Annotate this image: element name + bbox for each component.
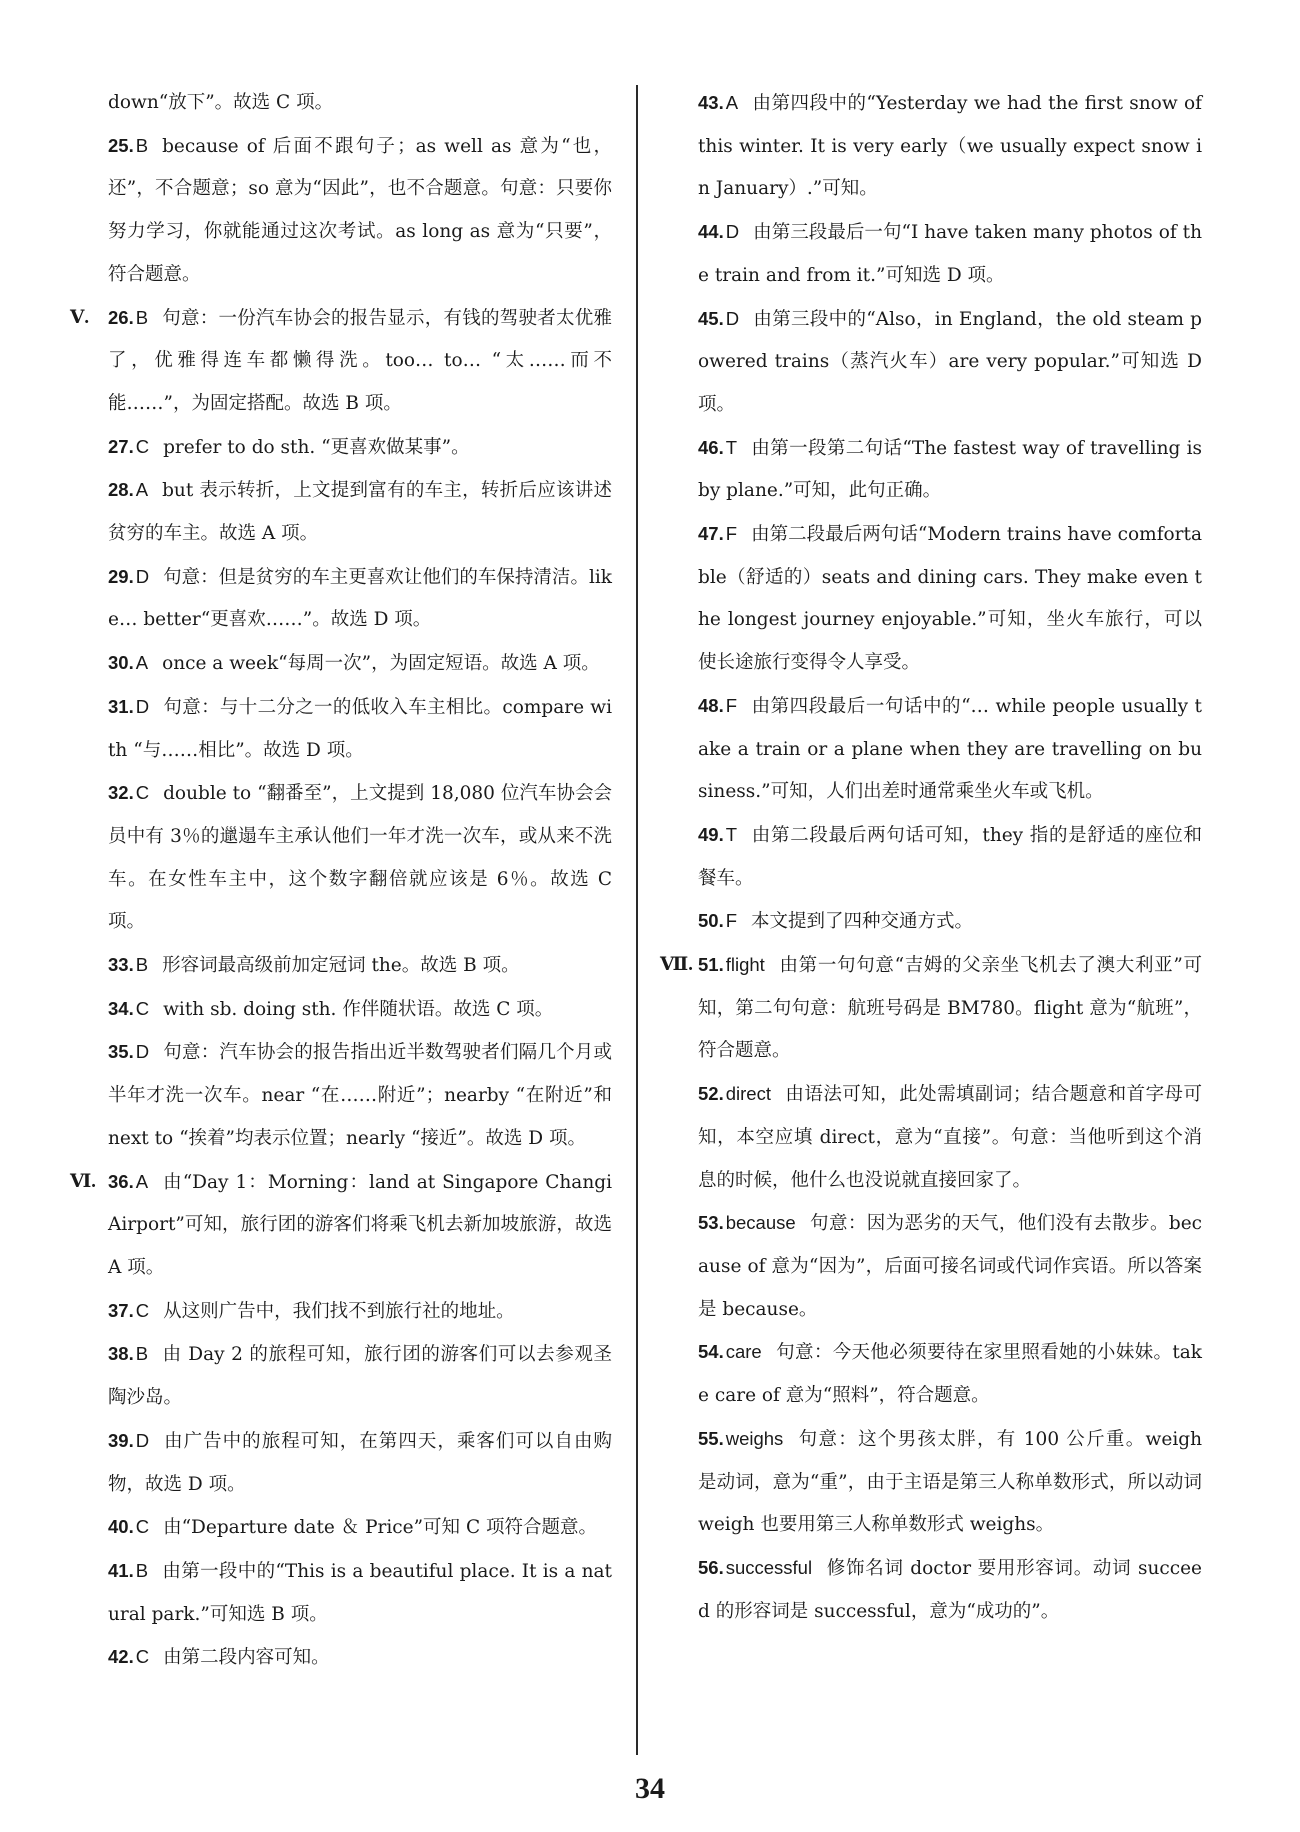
answer-choice: C: [135, 435, 150, 457]
answer-entry: [662, 1202, 1202, 1331]
question-number: 32.: [108, 782, 134, 804]
answer-entry: [662, 427, 1202, 513]
answer-entry: [72, 297, 612, 426]
answer-choice: D: [725, 307, 740, 329]
answer-choice: D: [135, 565, 150, 587]
answer-choice: F: [725, 694, 738, 716]
answer-choice: F: [725, 910, 738, 932]
answer-entry: [72, 125, 612, 297]
answer-choice: C: [135, 1646, 150, 1668]
question-number: 47.: [698, 523, 724, 545]
explanation-text: prefer to do sth. “更喜欢做某事”。: [163, 436, 470, 458]
answer-choice: D: [135, 1041, 150, 1063]
explanation-text: 句意：但是贫穷的车主更喜欢让他们的车保持清洁。like… better“更喜欢……”。故选 D 项。: [108, 566, 612, 631]
answer-entry: [72, 1161, 612, 1290]
answer-choice: B: [135, 954, 149, 976]
answer-entry: [72, 642, 612, 686]
answer-choice: D: [135, 695, 150, 717]
question-number: 25.: [108, 134, 134, 156]
section-marker: Ⅴ.: [70, 307, 89, 328]
explanation-text: 由语法可知，此处需填副词；结合题意和首字母可知，本空应填 direct，意为“直接”。句意：当他听到这个消息的时候，他什么也没说就直接回家了。: [698, 1084, 1202, 1191]
answer-entry: [72, 426, 612, 470]
answer-choice: D: [725, 221, 740, 243]
explanation-text: because of 后面不跟句子；as well as 意为“也，还”，不合题意；so 意为“因此”，也不合题意。句意：只要你努力学习，你就能通过这次考试。as long as 意为“只要”，符合题意。: [108, 135, 612, 285]
answer-choice: D: [135, 1429, 150, 1451]
question-number: 43.: [698, 92, 724, 113]
question-number: 39.: [108, 1429, 134, 1451]
explanation-text: double to “翻番至”，上文提到 18,080 位汽车协会会员中有 3％的邋遢车主承认他们一年才洗一次车，或从来不洗车。在女性车主中，这个数字翻倍就应该是 6％。故选 C 项。: [108, 783, 612, 933]
right-column: [662, 82, 1202, 1633]
answer-choice: A: [725, 92, 739, 113]
answer-choice: because: [725, 1212, 796, 1234]
explanation-text: 本文提到了四种交通方式。: [751, 911, 974, 933]
answer-entry: [72, 82, 612, 125]
column-divider: [636, 85, 638, 1755]
explanation-text: but 表示转折，上文提到富有的车主，转折后应该讲述贫穷的车主。故选 A 项。: [108, 480, 612, 545]
answer-choice: F: [725, 523, 738, 545]
section-marker: Ⅵ.: [70, 1171, 96, 1192]
question-number: 50.: [698, 910, 724, 932]
question-number: 34.: [108, 997, 134, 1019]
question-number: 28.: [108, 479, 134, 501]
question-number: 54.: [698, 1341, 724, 1363]
question-number: 38.: [108, 1343, 134, 1365]
answer-choice: T: [725, 823, 738, 845]
answer-entry: [662, 1331, 1202, 1417]
question-number: 44.: [698, 221, 724, 243]
explanation-text: 句意：因为恶劣的天气，他们没有去散步。because of 意为“因为”，后面可接名词或代词作宾语。所以答案是 because。: [698, 1213, 1202, 1320]
answer-choice: B: [135, 1559, 149, 1581]
answer-choice: B: [135, 134, 149, 156]
answer-choice: A: [135, 1170, 149, 1192]
section-marker: Ⅶ.: [660, 955, 693, 976]
answer-entry: [72, 944, 612, 988]
explanation-text: 由第一段中的“This is a beautiful place. It is a natural park.”可知选 B 项。: [108, 1560, 612, 1625]
answer-choice: T: [725, 436, 738, 458]
answer-entry: [662, 944, 1202, 1073]
question-number: 52.: [698, 1083, 724, 1105]
explanation-text: 形容词最高级前加定冠词 the。故选 B 项。: [162, 955, 520, 977]
answer-choice: C: [135, 1516, 150, 1538]
answer-choice: care: [725, 1341, 762, 1363]
answer-choice: A: [135, 652, 149, 674]
answer-entry: [72, 1550, 612, 1636]
explanation-text: with sb. doing sth. 作伴随状语。故选 C 项。: [163, 998, 554, 1020]
answer-entry: [662, 1073, 1202, 1202]
question-number: 46.: [698, 436, 724, 458]
explanation-text: 由第三段中的“Also，in England，the old steam powered trains（蒸汽火车）are very popular.”可知选 D 项。: [698, 308, 1202, 415]
explanation-text: 由第二段最后两句话可知，they 指的是舒适的座位和餐车。: [698, 824, 1202, 889]
answer-entry: [662, 298, 1202, 427]
answer-entry: [662, 211, 1202, 297]
explanation-text: 由第一句句意“吉姆的父亲坐飞机去了澳大利亚”可知，第二句句意：航班号码是 BM780。flight 意为“航班”，符合题意。: [698, 955, 1202, 1062]
explanation-text: 由第四段中的“Yesterday we had the first snow of this winter. It is very early（we usually expect snow in January）.”可知。: [698, 93, 1202, 200]
left-column: [72, 82, 612, 1680]
answer-choice: direct: [725, 1083, 771, 1105]
question-number: 56.: [698, 1556, 724, 1578]
answer-choice: C: [135, 1299, 150, 1321]
answer-entry: [72, 1636, 612, 1680]
question-number: 48.: [698, 694, 724, 716]
explanation-text: 句意：这个男孩太胖，有 100 公斤重。weigh 是动词，意为“重”，由于主语是第三人称单数形式，所以动词 weigh 也要用第三人称单数形式 weighs。: [698, 1428, 1202, 1536]
answer-choice: B: [135, 1343, 149, 1365]
explanation-text: 修饰名词 doctor 要用形容词。动词 succeed 的形容词是 successful，意为“成功的”。: [698, 1557, 1202, 1622]
answer-entry: [72, 1506, 612, 1550]
answer-entry: [72, 686, 612, 772]
answer-entry: [72, 469, 612, 555]
question-number: 45.: [698, 307, 724, 329]
explanation-text: 由第一段第二句话“The fastest way of travelling is by plane.”可知，此句正确。: [698, 437, 1202, 502]
answer-entry: [662, 82, 1202, 211]
answer-entry: [72, 1290, 612, 1334]
explanation-text: 由第二段内容可知。: [163, 1647, 330, 1669]
explanation-text: down“放下”。故选 C 项。: [108, 92, 334, 113]
answer-entry: [72, 1420, 612, 1506]
answer-entry: [72, 772, 612, 944]
answer-entry: [662, 1547, 1202, 1633]
question-number: 27.: [108, 435, 134, 457]
answer-entry: [72, 1333, 612, 1419]
explanation-text: 句意：一份汽车协会的报告显示，有钱的驾驶者太优雅了，优雅得连车都懒得洗。too… to… “太……而不能……”，为固定搭配。故选 B 项。: [108, 307, 612, 414]
answer-choice: C: [135, 997, 150, 1019]
answer-entry: [662, 1418, 1202, 1547]
answer-choice: weighs: [725, 1427, 784, 1449]
answer-entry: [662, 513, 1202, 685]
answer-entry: [72, 988, 612, 1032]
answer-choice: successful: [725, 1556, 813, 1578]
answer-choice: B: [135, 306, 149, 328]
question-number: 40.: [108, 1516, 134, 1538]
question-number: 35.: [108, 1041, 134, 1063]
question-number: 51.: [698, 954, 724, 976]
answer-choice: flight: [725, 954, 765, 976]
question-number: 41.: [108, 1559, 134, 1581]
answer-choice: C: [135, 782, 150, 804]
explanation-text: 句意：今天他必须要待在家里照看她的小妹妹。take care of 意为“照料”，符合题意。: [698, 1342, 1202, 1407]
question-number: 55.: [698, 1427, 724, 1449]
explanation-text: 由第二段最后两句话“Modern trains have comfortable（舒适的）seats and dining cars. They make even the longest journey enjoyable.”可知，坐火车旅行，可以使长途旅行变得令人享受。: [698, 524, 1202, 674]
question-number: 37.: [108, 1299, 134, 1321]
question-number: 26.: [108, 306, 134, 328]
question-number: 49.: [698, 823, 724, 845]
explanation-text: 由“Departure date ＆ Price”可知 C 项符合题意。: [163, 1517, 597, 1539]
explanation-text: 句意：汽车协会的报告指出近半数驾驶者们隔几个月或半年才洗一次车。near “在……附近”；nearby “在附近”和 next to “挨着”均表示位置；nearly “接近”。故选 D 项。: [108, 1042, 612, 1149]
question-number: 53.: [698, 1212, 724, 1234]
explanation-text: 由第四段最后一句话中的“… while people usually take a train or a plane when they are travelling on business.”可知，人们出差时通常乘坐火车或飞机。: [698, 695, 1202, 803]
answer-entry: [662, 685, 1202, 814]
question-number: 36.: [108, 1170, 134, 1192]
explanation-text: once a week“每周一次”，为固定短语。故选 A 项。: [162, 653, 600, 675]
question-number: 42.: [108, 1646, 134, 1668]
answer-entry: [662, 814, 1202, 900]
answer-entry: [72, 1031, 612, 1160]
page-number: 34: [635, 1772, 665, 1805]
question-number: 31.: [108, 695, 134, 717]
question-number: 30.: [108, 652, 134, 674]
explanation-text: 句意：与十二分之一的低收入车主相比。compare with “与……相比”。故选 D 项。: [108, 696, 612, 761]
question-number: 33.: [108, 954, 134, 976]
answer-choice: A: [135, 479, 149, 501]
explanation-text: 由 Day 2 的旅程可知，旅行团的游客们可以去参观圣陶沙岛。: [108, 1344, 612, 1409]
answer-entry: [662, 900, 1202, 944]
explanation-text: 由第三段最后一句“I have taken many photos of the train and from it.”可知选 D 项。: [698, 222, 1202, 286]
explanation-text: 由“Day 1：Morning：land at Singapore Changi Airport”可知，旅行团的游客们将乘飞机去新加坡旅游，故选 A 项。: [108, 1171, 612, 1278]
explanation-text: 由广告中的旅程可知，在第四天，乘客们可以自由购物，故选 D 项。: [108, 1430, 612, 1495]
question-number: 29.: [108, 565, 134, 587]
explanation-text: 从这则广告中，我们找不到旅行社的地址。: [163, 1300, 515, 1322]
answer-entry: [72, 556, 612, 642]
